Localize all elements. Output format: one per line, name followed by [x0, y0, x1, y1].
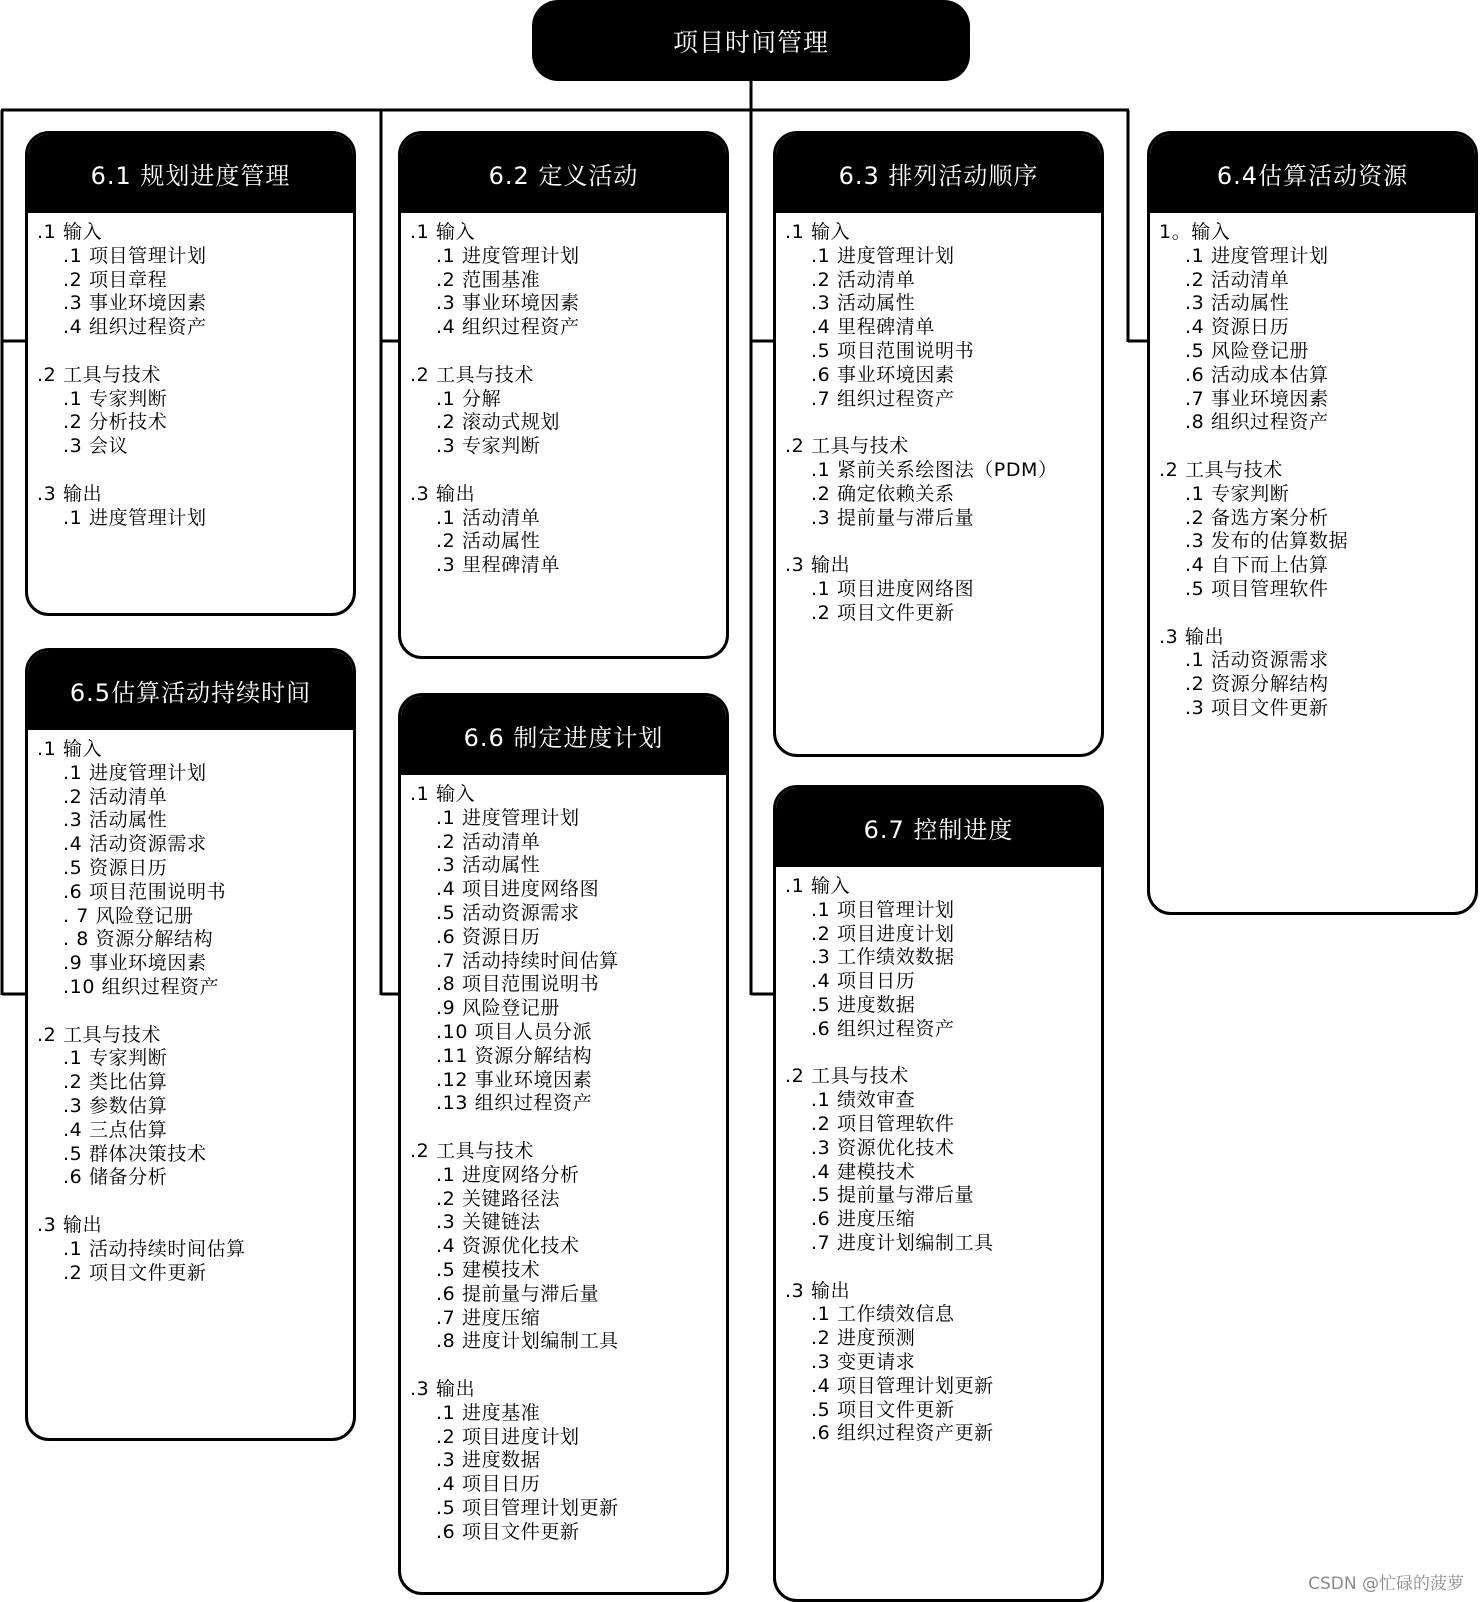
section — [1159, 221, 1475, 435]
section — [785, 875, 1101, 1042]
process-box-body — [401, 213, 726, 578]
section-item: .1 进度基准 — [436, 1401, 541, 1424]
section-item: .2 项目文件更新 — [63, 1261, 207, 1284]
section — [410, 483, 726, 578]
section-item: .1 进度管理计划 — [63, 761, 207, 784]
section-title: .2 工具与技术 — [785, 1065, 909, 1088]
section-title: .1 输入 — [410, 783, 476, 805]
section — [37, 364, 353, 459]
section-item: .7 活动持续时间估算 — [436, 949, 619, 972]
section — [37, 738, 353, 1000]
section — [410, 364, 726, 459]
section-item: .3 专家判断 — [436, 435, 541, 458]
process-box-title: 6.7 控制进度 — [863, 816, 1014, 844]
section-item: .2 确定依赖关系 — [811, 482, 955, 505]
section-item: .5 项目范围说明书 — [811, 339, 975, 362]
section — [785, 1065, 1101, 1255]
section-title: .3 输出 — [1159, 625, 1225, 648]
section — [785, 435, 1101, 530]
section-item: .8 项目范围说明书 — [436, 973, 600, 996]
section-item: .5 提前量与滞后量 — [811, 1184, 975, 1207]
section-item: .7 进度压缩 — [436, 1306, 541, 1329]
section-item: .1 专家判断 — [63, 387, 168, 410]
section-item: .2 类比估算 — [63, 1071, 168, 1094]
section-item: .2 项目进度计划 — [811, 922, 955, 945]
process-box-header — [28, 134, 353, 213]
root-title: 项目时间管理 — [672, 27, 829, 57]
section-item: .3 活动属性 — [63, 809, 168, 832]
section-item: .1 活动持续时间估算 — [63, 1237, 246, 1260]
process-box-header — [401, 134, 726, 213]
section-item: .1 活动清单 — [436, 506, 541, 529]
section-item: .1 分解 — [436, 387, 502, 410]
section-title: .3 输出 — [785, 554, 851, 577]
process-box — [773, 785, 1104, 1602]
process-box — [25, 648, 356, 1441]
section-item: .7 进度计划编制工具 — [811, 1231, 994, 1254]
section-item: .2 备选方案分析 — [1185, 506, 1329, 529]
section-item: .10 组织过程资产 — [63, 975, 220, 998]
section-item: .4 三点估算 — [63, 1118, 168, 1141]
process-box-body — [28, 213, 353, 530]
section-item: .1 专家判断 — [1185, 482, 1290, 505]
section-item: .6 储备分析 — [63, 1166, 168, 1189]
section-item: .3 里程碑清单 — [436, 554, 560, 577]
section-item: .4 自下而上估算 — [1185, 554, 1329, 577]
section-title: .2 工具与技术 — [37, 363, 161, 386]
process-box — [773, 131, 1104, 757]
section — [1159, 459, 1475, 602]
process-box-body — [401, 775, 726, 1545]
section-title: .2 工具与技术 — [37, 1023, 161, 1046]
section-title: .3 输出 — [37, 482, 103, 505]
section-item: .2 活动清单 — [811, 268, 916, 291]
section-item: .5 建模技术 — [436, 1258, 541, 1281]
section-title: .2 工具与技术 — [785, 435, 909, 458]
section — [37, 221, 353, 340]
process-box-header — [401, 696, 726, 775]
section-item: .3 发布的估算数据 — [1185, 530, 1349, 553]
section-item: .1 项目管理计划 — [63, 244, 207, 267]
section-item: .1 进度管理计划 — [436, 806, 580, 829]
section-item: .8 组织过程资产 — [1185, 411, 1329, 434]
section-item: .13 组织过程资产 — [436, 1092, 593, 1115]
section-item: .5 群体决策技术 — [63, 1142, 207, 1165]
root-node — [532, 0, 970, 81]
section-item: .6 组织过程资产更新 — [811, 1422, 994, 1445]
section-item: .3 进度数据 — [436, 1449, 541, 1472]
section-item: .2 项目文件更新 — [811, 601, 955, 624]
section-item: .4 建模技术 — [811, 1160, 916, 1183]
section-item: .2 滚动式规划 — [436, 411, 560, 434]
section-title: 1。输入 — [1159, 221, 1231, 243]
process-box-title: 6.1 规划进度管理 — [90, 162, 291, 190]
section-item: .6 项目文件更新 — [436, 1520, 580, 1543]
section-item: .6 事业环境因素 — [811, 363, 955, 386]
section-item: .3 资源优化技术 — [811, 1136, 955, 1159]
section-item: .5 资源日历 — [63, 856, 168, 879]
section — [37, 483, 353, 531]
section-item: .1 进度管理计划 — [436, 244, 580, 267]
section-title: .2 工具与技术 — [1159, 458, 1283, 481]
process-box — [398, 693, 729, 1595]
section-item: .1 项目管理计划 — [811, 898, 955, 921]
process-box-header — [776, 788, 1101, 867]
process-box-title: 6.3 排列活动顺序 — [838, 162, 1039, 190]
section — [37, 1214, 353, 1285]
process-box — [25, 131, 356, 616]
section-item: .2 资源分解结构 — [1185, 673, 1329, 696]
section-item: .3 事业环境因素 — [436, 292, 580, 315]
section-title: .3 输出 — [785, 1279, 851, 1302]
section-item: .2 进度预测 — [811, 1327, 916, 1350]
section-item: .2 活动清单 — [63, 785, 168, 808]
section-item: .3 活动属性 — [1185, 292, 1290, 315]
section-item: .4 组织过程资产 — [436, 316, 580, 339]
section-item: .5 项目文件更新 — [811, 1398, 955, 1421]
section-item: .2 活动属性 — [436, 530, 541, 553]
section-item: .4 项目日历 — [436, 1473, 541, 1496]
section-item: .6 组织过程资产 — [811, 1017, 955, 1040]
process-box-title: 6.2 定义活动 — [488, 162, 639, 190]
section-item: .12 事业环境因素 — [436, 1068, 593, 1091]
section-item: .4 资源日历 — [1185, 316, 1290, 339]
section-item: .1 活动资源需求 — [1185, 649, 1329, 672]
process-box-title: 6.5估算活动持续时间 — [69, 679, 312, 707]
section-item: .3 变更请求 — [811, 1350, 916, 1373]
section-item: .8 进度计划编制工具 — [436, 1330, 619, 1353]
section-item: .1 项目进度网络图 — [811, 577, 975, 600]
section-title: .1 输入 — [37, 738, 103, 760]
process-box-body — [776, 213, 1101, 626]
process-box-body — [776, 867, 1101, 1446]
section-item: .4 项目管理计划更新 — [811, 1374, 994, 1397]
section-item: .4 项目日历 — [811, 970, 916, 993]
section-item: .3 项目文件更新 — [1185, 696, 1329, 719]
section-item: .4 里程碑清单 — [811, 316, 935, 339]
section-item: .1 进度管理计划 — [811, 244, 955, 267]
section — [1159, 626, 1475, 721]
process-box-body — [28, 730, 353, 1285]
section-item: .4 组织过程资产 — [63, 316, 207, 339]
process-box-body — [1150, 213, 1475, 721]
section — [37, 1024, 353, 1191]
section — [410, 783, 726, 1116]
section-item: .5 项目管理软件 — [1185, 577, 1329, 600]
section-item: .4 活动资源需求 — [63, 833, 207, 856]
section-title: .1 输入 — [410, 221, 476, 243]
section-title: .3 输出 — [37, 1213, 103, 1236]
section-item: .4 资源优化技术 — [436, 1235, 580, 1258]
section-item: .3 会议 — [63, 435, 129, 458]
section-item: .3 参数估算 — [63, 1094, 168, 1117]
process-box-title: 6.6 制定进度计划 — [463, 724, 664, 752]
process-box-header — [28, 651, 353, 730]
section-title: .1 输入 — [785, 875, 851, 897]
section-item: .6 进度压缩 — [811, 1208, 916, 1231]
section-item: .7 事业环境因素 — [1185, 387, 1329, 410]
section-item: .5 进度数据 — [811, 993, 916, 1016]
section-item: .7 组织过程资产 — [811, 387, 955, 410]
process-box-title: 6.4估算活动资源 — [1216, 162, 1409, 190]
section-item: .2 关键路径法 — [436, 1187, 560, 1210]
process-box-header — [776, 134, 1101, 213]
section-item: . 7 风险登记册 — [63, 904, 194, 927]
section-item: .5 风险登记册 — [1185, 339, 1309, 362]
section — [410, 1378, 726, 1545]
section-item: .6 资源日历 — [436, 925, 541, 948]
section-item: .2 分析技术 — [63, 411, 168, 434]
watermark: CSDN @忙碌的菠萝 — [1308, 1574, 1464, 1594]
section-title: .3 输出 — [410, 1377, 476, 1400]
section — [410, 221, 726, 340]
section-item: .11 资源分解结构 — [436, 1044, 593, 1067]
section — [785, 1280, 1101, 1447]
section-item: .2 项目进度计划 — [436, 1425, 580, 1448]
process-box-header — [1150, 134, 1475, 213]
section-item: .2 活动清单 — [1185, 268, 1290, 291]
section-item: .3 关键链法 — [436, 1211, 541, 1234]
section-item: .5 活动资源需求 — [436, 901, 580, 924]
section-title: .2 工具与技术 — [410, 363, 534, 386]
section-item: .10 项目人员分派 — [436, 1020, 593, 1043]
section-item: .1 进度管理计划 — [1185, 244, 1329, 267]
section-item: .6 项目范围说明书 — [63, 880, 227, 903]
section-title: .2 工具与技术 — [410, 1139, 534, 1162]
section — [785, 554, 1101, 625]
section-title: .1 输入 — [785, 221, 851, 243]
section-item: .6 活动成本估算 — [1185, 363, 1329, 386]
section-item: . 8 资源分解结构 — [63, 928, 214, 951]
section-item: .3 提前量与滞后量 — [811, 506, 975, 529]
section — [785, 221, 1101, 411]
section-item: .3 工作绩效数据 — [811, 946, 955, 969]
section-item: .3 活动属性 — [811, 292, 916, 315]
section — [410, 1140, 726, 1354]
section-item: .1 进度网络分析 — [436, 1163, 580, 1186]
section-item: .1 专家判断 — [63, 1047, 168, 1070]
section-item: .2 活动清单 — [436, 830, 541, 853]
section-item: .1 绩效审查 — [811, 1089, 916, 1112]
section-title: .3 输出 — [410, 482, 476, 505]
section-item: .5 项目管理计划更新 — [436, 1496, 619, 1519]
section-item: .9 事业环境因素 — [63, 952, 207, 975]
section-item: .4 项目进度网络图 — [436, 878, 600, 901]
process-box — [398, 131, 729, 659]
section-item: .2 范围基准 — [436, 268, 541, 291]
section-item: .3 活动属性 — [436, 854, 541, 877]
section-item: .1 工作绩效信息 — [811, 1303, 955, 1326]
section-title: .1 输入 — [37, 221, 103, 243]
section-item: .3 事业环境因素 — [63, 292, 207, 315]
section-item: .1 紧前关系绘图法（PDM） — [811, 458, 1058, 481]
section-item: .9 风险登记册 — [436, 997, 560, 1020]
section-item: .6 提前量与滞后量 — [436, 1282, 600, 1305]
section-item: .2 项目管理软件 — [811, 1112, 955, 1135]
section-item: .1 进度管理计划 — [63, 506, 207, 529]
section-item: .2 项目章程 — [63, 268, 168, 291]
process-box — [1147, 131, 1478, 915]
